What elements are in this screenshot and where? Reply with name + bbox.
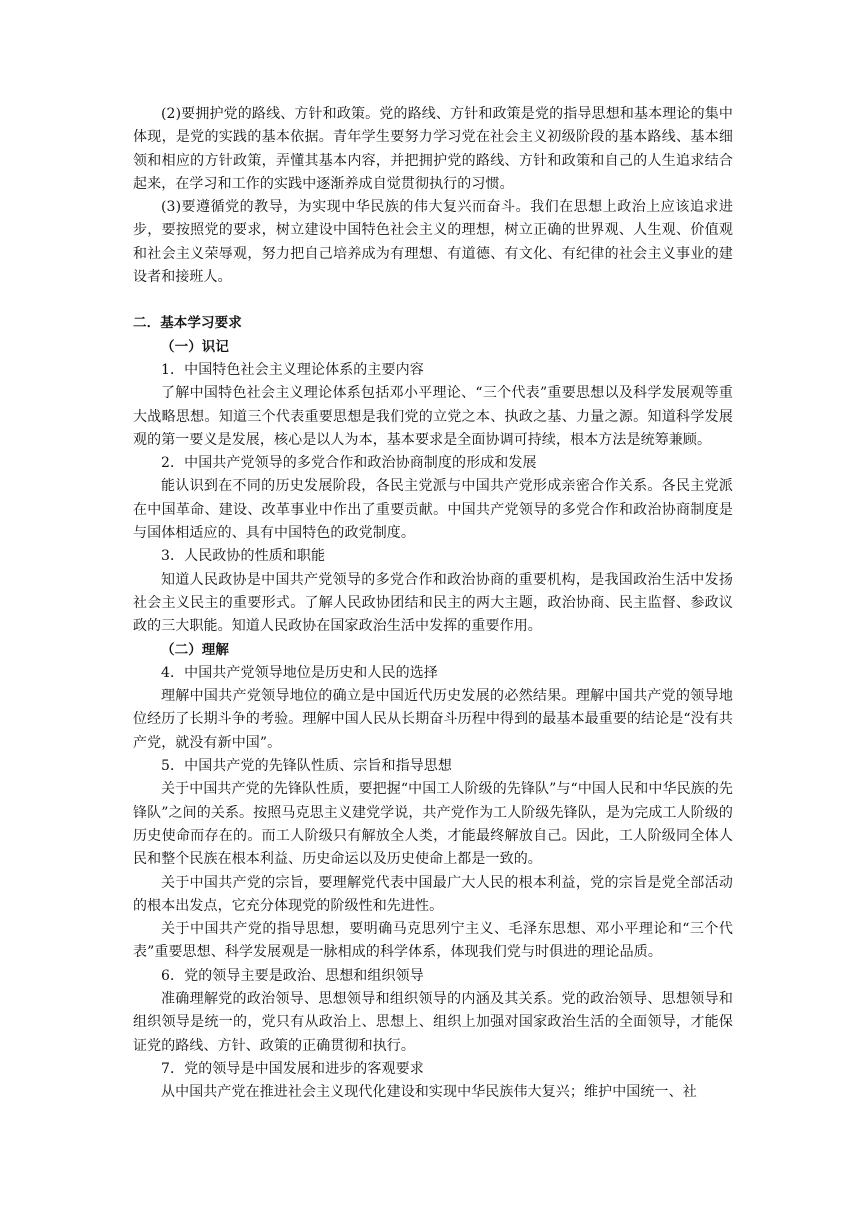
subsection-title-memorize: （一）识记 [161, 338, 229, 355]
item-body-5-guiding-thought: 关于中国共产党的指导思想，要明确马克思列宁主义、毛泽东思想、邓小平理论和“三个代表”重要思想、科学发展观是一脉相成的科学体系，体现我们党与时俱进的理论品质。 [133, 921, 733, 961]
item-title-1: 1．中国特色社会主义理论体系的主要内容 [161, 361, 424, 378]
item-body-7: 从中国共产党在推进社会主义现代化建设和实现中华民族伟大复兴；维护中国统一、社 [161, 1084, 697, 1101]
item-body-2: 能认识到在不同的历史发展阶段，各民主党派与中国共产党形成亲密合作关系。各民主党派在中国革命、建设、改革事业中作出了重要贡献。中国共产党领导的多党合作和政治协商制度是与国体相适应的、具有中国特色的政党制度。 [133, 478, 733, 542]
paragraph-support-party-line: (2)要拥护党的路线、方针和政策。党的路线、方针和政策是党的指导思想和基本理论的集中体现，是党的实践的基本依据。青年学生要努力学习党在社会主义初级阶段的基本路线、基本细领和相应的方针政策，弄懂其基本内容，并把拥护党的路线、方针和政策和自己的人生追求结合起来，在学习和工作的实践中逐渐养成自觉贯彻执行的习惯。 [133, 106, 733, 192]
item-title-7: 7．党的领导是中国发展和进步的客观要求 [161, 1060, 424, 1077]
section-spacer [133, 289, 733, 312]
item-body-6: 准确理解党的政治领导、思想领导和组织领导的内涵及其关系。党的政治领导、思想领导和组织领导是统一的，党只有从政治上、思想上、组织上加强对国家政治生活的全面领导，才能保证党的路线、方针、政策的正确贯彻和执行。 [133, 990, 733, 1054]
section-title: 二．基本学习要求 [133, 315, 242, 332]
item-body-4: 理解中国共产党领导地位的确立是中国近代历史发展的必然结果。理解中国共产党的领导地位经历了长期斗争的考验。理解中国人民从长期奋斗历程中得到的最基本最重要的结论是“没有共产党，就没有新中国”。 [133, 688, 733, 751]
item-title-3: 3．人民政协的性质和职能 [161, 548, 326, 565]
item-body-5-purpose: 关于中国共产党的宗旨，要理解党代表中国最广大人民的根本利益，党的宗旨是党全部活动的根本出发点，它充分体现党的阶级性和先进性。 [133, 874, 733, 914]
document-page [133, 103, 733, 1104]
item-body-5-nature: 关于中国共产党的先锋队性质，要把握“中国工人阶级的先锋队”与“中国人民和中华民族的先锋队”之间的关系。按照马克思主义建党学说，共产党作为工人阶级先锋队，是为完成工人阶级的历史使命而存在的。而工人阶级只有解放全人类，才能最终解放自己。因此，工人阶级同全体人民和整个民族在根本利益、历史命运以及历史使命上都是一致的。 [133, 781, 733, 868]
item-title-6: 6．党的领导主要是政治、思想和组织领导 [161, 967, 424, 984]
item-body-1: 了解中国特色社会主义理论体系包括邓小平理论、“三个代表”重要思想以及科学发展观等重大战略思想。知道三个代表重要思想是我们党的立党之本、执政之基、力量之源。知道科学发展观的第一要义是发展，核心是以人为本，基本要求是全面协调可持续，根本方法是统筹兼顾。 [133, 385, 733, 448]
item-title-2: 2．中国共产党领导的多党合作和政治协商制度的形成和发展 [161, 455, 537, 472]
subsection-title-understand: （二）理解 [161, 641, 229, 658]
paragraph-follow-party-teaching: (3)要遵循党的教导，为实现中华民族的伟大复兴而奋斗。我们在思想上政治上应该追求进步，要按照党的要求，树立建设中国特色社会主义的理想，树立正确的世界观、人生观、价值观和社会主义荣辱观，努力把自己培养成为有理想、有道德、有文化、有纪律的社会主义事业的建设者和接班人。 [133, 199, 733, 286]
item-body-3: 知道人民政协是中国共产党领导的多党合作和政治协商的重要机构，是我国政治生活中发扬社会主义民主的重要形式。了解人民政协团结和民主的两大主题，政治协商、民主监督、参政议政的三大职能。知道人民政协在国家政治生活中发挥的重要作用。 [133, 571, 733, 635]
item-title-5: 5．中国共产党的先锋队性质、宗旨和指导思想 [161, 758, 453, 775]
item-title-4: 4．中国共产党领导地位是历史和人民的选择 [161, 664, 438, 681]
